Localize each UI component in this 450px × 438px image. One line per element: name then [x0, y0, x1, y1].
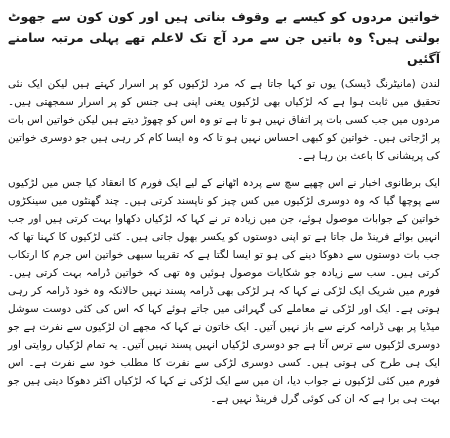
article-paragraph: ایک برطانوی اخبار نے اس چھپے سچ سے پردہ اٹھانے کے لیے ایک فورم کا انعقاد کیا جس میں لڑکیوں سے پوچھا گیا کہ وہ دوسری لڑکیوں میں کس چیز کو ناپسند کرتی ہیں۔ چند گھنٹوں میں سینکڑوں خواتین کے جوابات موصول ہوئے، جن میں زیادہ تر نے کہا کہ لڑکیاں دکھاوا بہت کرتی ہیں اور جب انہیں بوائے فرینڈ مل جاتا ہے تو اپنی دوستوں کو یکسر بھول جاتی ہیں۔ کئی لڑکیوں کا کہنا تھا کہ جب بات دوستوں سے دھوکا دینے کی ہو تو ایسا لگتا ہے کہ تقریبا سبھی خواتین اس جرم کا ارتکاب کرتی ہیں۔ سب سے زیادہ جو شکایات موصول ہوئیں وہ تھی کہ خواتین ڈرامہ بہت کرتی ہیں۔ فورم میں شریک ایک لڑکی نے کہا کہ ہر لڑکی بھی ڈرامہ پسند نہیں حالانکہ وہ خود ڈرامہ کر رہی ہوتی ہے۔ ایک اور لڑکی نے معاملے کی گہرائی میں جاتے ہوئے کہا کہ اس کی کئی دوست سوشل میڈیا پر بھی ڈرامہ کرنے سے باز نہیں آتیں۔ ایک خاتون نے کہا کہ مجھے ان لڑکیوں سے نفرت ہے جو دوسری لڑکیوں سے ترس آتا ہے جو دوسری لڑکیاں انہیں پسند نہیں آتیں۔ یہ تمام لڑکیاں روایتی اور ایک ہی طرح کی ہوتی ہیں۔ کسی دوسری لڑکی سے نفرت کا مطلب خود سے نفرت ہے۔ اس فورم میں کئی لڑکیوں نے جواب دیا، ان میں سے ایک لڑکی نے کہا کہ لڑکیاں اکثر دھوکا دیتی ہیں جو بہت ہی برا ہے کہ ان کی کوئی گرل فرینڈ نہیں ہے۔ — [8, 177, 440, 405]
article-headline: خواتین مردوں کو کیسے بے وقوف بناتی ہیں اور کون کون سے جھوٹ بولتی ہیں؟ وہ باتیں جن سے مرد آج تک لاعلم تھے پہلی مرتبہ سامنے آگئیں — [8, 9, 440, 66]
article-paragraph: لندن (مانیٹرنگ ڈیسک) یوں تو کہا جاتا ہے کہ مرد لڑکیوں کو پر اسرار کہتے ہیں لیکن ایک نئی تحقیق میں ثابت ہوا ہے کہ لڑکیاں بھی لڑکیوں یعنی اپنی ہی جنس کو پر اسرار سمجھتی ہیں۔ مردوں میں جب کسی بات پر اتفاق نہیں ہو تا ہے تو وہ اس کو چھوڑ دیتے ہیں لیکن خواتین اس بات پر اڑجاتی ہیں۔ خواتین کو کبھی احساس نہیں ہو تا کہ وہ ایسا کام کر رہی ہیں جو دوسری خواتین کی پریشانی کا باعث بن رہا ہے۔ — [8, 78, 440, 162]
